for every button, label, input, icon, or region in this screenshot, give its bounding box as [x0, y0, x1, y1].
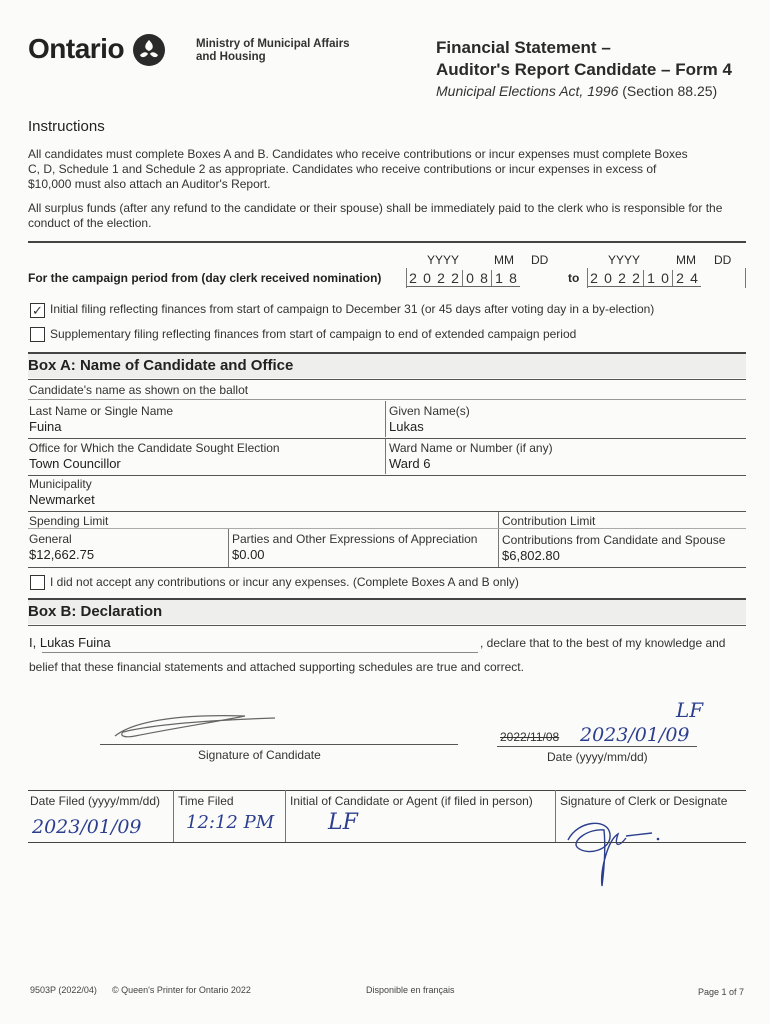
handwritten-date: 2023/01/09: [580, 724, 690, 746]
box-a-title: Box A: Name of Candidate and Office: [28, 357, 294, 374]
instructions-para-2: All surplus funds (after any refund to the candidate or their spouse) shall be immediately paid to the clerk who is responsible for the conduct of the election.: [28, 201, 723, 230]
declare-text: , declare that to the best of my knowledge and: [480, 636, 726, 650]
date-box-edge: [745, 268, 746, 288]
divider: [173, 790, 174, 842]
divider: [28, 475, 746, 476]
declarant-name[interactable]: I, Lukas Fuina: [29, 635, 111, 650]
digit: 0: [462, 270, 477, 286]
digit: 1: [491, 270, 506, 286]
divider: [28, 842, 746, 843]
campaign-to-date[interactable]: [587, 270, 701, 287]
signature-label: Signature of Candidate: [198, 748, 321, 762]
candidate-name-caption: Candidate's name as shown on the ballot: [29, 383, 249, 397]
french-link[interactable]: Disponible en français: [366, 985, 455, 995]
no-contributions-checkbox[interactable]: [30, 575, 45, 590]
campaign-period-label: For the campaign period from (day clerk received nomination): [28, 271, 382, 285]
digit: 2: [590, 270, 598, 286]
handwritten-initials: LF: [676, 698, 704, 722]
mm-label-to: MM: [676, 253, 696, 267]
belief-text: belief that these financial statements and attached supporting schedules are true and correct.: [29, 660, 524, 674]
divider: [28, 379, 746, 380]
digit: 2: [437, 270, 445, 286]
divider: [28, 438, 746, 439]
divider: [28, 567, 746, 568]
act-reference: [436, 83, 717, 99]
mm-label-from: MM: [494, 253, 514, 267]
initial-filing-checkbox[interactable]: [30, 303, 45, 318]
digit: 1: [643, 270, 658, 286]
municipality-value[interactable]: Newmarket: [29, 492, 95, 507]
divider: [498, 512, 499, 567]
divider: [285, 790, 286, 842]
time-filed-label: Time Filed: [178, 794, 234, 808]
divider: [28, 511, 746, 512]
to-label: to: [568, 271, 580, 285]
declarant-underline: [42, 652, 478, 653]
divider: [498, 528, 746, 529]
digit: 2: [632, 270, 640, 286]
digit: 2: [451, 270, 459, 286]
initial-filing-label: Initial filing reflecting finances from start of campaign to December 31 (or 45 days after voting day in a by-election): [50, 302, 655, 316]
date-box-edge: [406, 268, 407, 288]
supplementary-filing-label: Supplementary filing reflecting finances from start of campaign to end of extended campaign period: [50, 327, 577, 341]
divider: [385, 439, 386, 474]
form-title-line2: Auditor's Report Candidate – Form 4: [436, 60, 732, 79]
date-line: [497, 746, 697, 747]
clerk-signature[interactable]: [548, 800, 678, 890]
supplementary-filing-checkbox[interactable]: [30, 327, 45, 342]
act-section: (Section 88.25): [622, 83, 718, 99]
ward-value[interactable]: Ward 6: [389, 456, 431, 471]
last-name-label: Last Name or Single Name: [29, 404, 174, 418]
dd-label-to: DD: [714, 253, 732, 267]
digit: 8: [509, 270, 517, 286]
municipality-label: Municipality: [29, 477, 92, 491]
campaign-from-date[interactable]: [406, 270, 520, 287]
contributions-value[interactable]: $6,802.80: [502, 548, 560, 563]
contributions-label: Contributions from Candidate and Spouse: [502, 533, 726, 547]
divider: [28, 790, 746, 791]
date-label: Date (yyyy/mm/dd): [547, 750, 648, 764]
candidate-signature: [95, 700, 295, 748]
contribution-limit-label: Contribution Limit: [502, 514, 596, 528]
instructions-para-1: All candidates must complete Boxes A and B. Candidates who receive contributions or incur expenses must complete Boxes C, D, Schedule 1 and Schedule 2 as appropriate. Candidates who receive contributions or incur expenses in excess of $10,000 must also attach an Auditor's Report.: [28, 147, 688, 191]
copyright: © Queen's Printer for Ontario 2022: [112, 985, 251, 995]
page-number: Page 1 of 7: [698, 987, 745, 997]
general-value[interactable]: $12,662.75: [29, 547, 95, 562]
ward-label: Ward Name or Number (if any): [389, 441, 553, 455]
divider: [28, 528, 498, 529]
act-name: Municipal Elections Act, 1996: [436, 83, 619, 99]
yyyy-label-from: YYYY: [427, 253, 460, 267]
digit: 8: [480, 270, 488, 286]
date-filed-value[interactable]: 2023/01/09: [32, 816, 142, 838]
divider: [385, 401, 386, 437]
office-value[interactable]: Town Councillor: [29, 456, 121, 471]
given-name-value[interactable]: Lukas: [389, 419, 424, 434]
divider: [228, 529, 229, 567]
yyyy-label-to: YYYY: [608, 253, 641, 267]
last-name-value[interactable]: Fuina: [29, 419, 62, 434]
parties-value[interactable]: $0.00: [232, 547, 265, 562]
trillium-icon: [132, 33, 166, 67]
struck-date: 2022/11/08: [500, 730, 560, 744]
initial-value[interactable]: LF: [328, 810, 358, 835]
digit: 2: [618, 270, 626, 286]
instructions-heading: Instructions: [28, 118, 105, 135]
spending-limit-label: Spending Limit: [29, 514, 109, 528]
ministry-name: Ministry of Municipal Affairs and Housing: [196, 38, 350, 63]
ontario-logo: [28, 33, 178, 67]
general-label: General: [29, 532, 72, 546]
initial-label: Initial of Candidate or Agent (if filed in person): [290, 794, 533, 808]
digit: 4: [690, 270, 698, 286]
form-title-line1: Financial Statement –: [436, 38, 611, 57]
digit: 2: [409, 270, 417, 286]
office-label: Office for Which the Candidate Sought Election: [29, 441, 280, 455]
digit: 0: [604, 270, 612, 286]
box-b-title: Box B: Declaration: [28, 603, 163, 620]
given-name-label: Given Name(s): [389, 404, 470, 418]
parties-label: Parties and Other Expressions of Appreciation: [232, 532, 478, 546]
date-box-edge: [587, 268, 588, 288]
divider: [28, 241, 746, 243]
clerk-signature-label: Signature of Clerk or Designate: [560, 794, 728, 808]
digit: 2: [672, 270, 687, 286]
form-code: 9503P (2022/04): [30, 985, 97, 995]
digit: 0: [661, 270, 669, 286]
divider: [28, 625, 746, 626]
divider: [28, 399, 746, 400]
signature-line: [100, 744, 458, 745]
checkmark-icon: ✓: [32, 303, 43, 318]
time-filed-value[interactable]: 12:12 PM: [186, 812, 275, 833]
digit: 0: [423, 270, 431, 286]
no-contributions-label: I did not accept any contributions or incur any expenses. (Complete Boxes A and B only): [50, 575, 519, 589]
date-filed-label: Date Filed (yyyy/mm/dd): [30, 794, 161, 808]
logo-text: Ontario: [28, 33, 125, 64]
dd-label-from: DD: [531, 253, 549, 267]
